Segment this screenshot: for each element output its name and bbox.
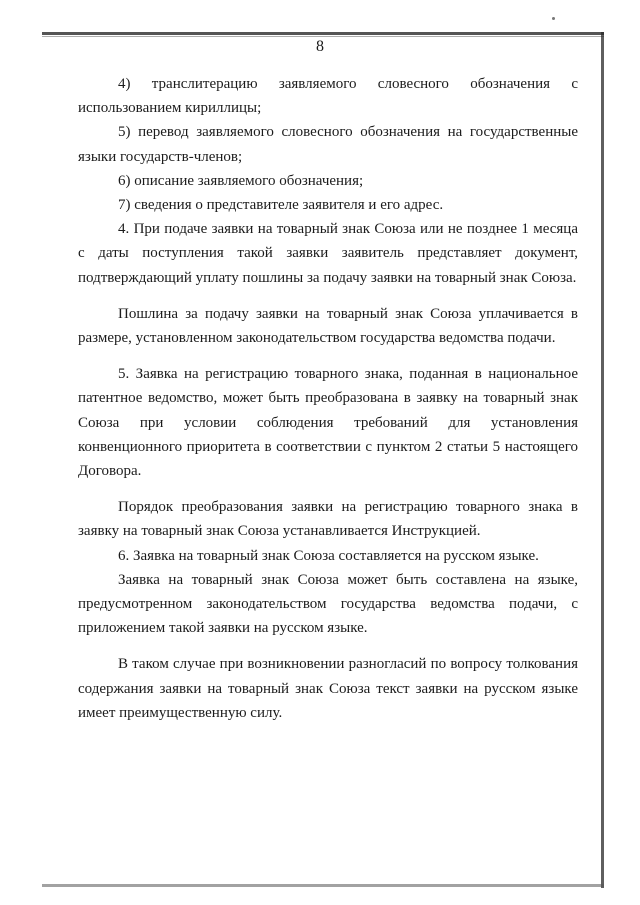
scan-edge-top-inner <box>42 36 604 37</box>
scan-edge-right <box>601 32 604 888</box>
paragraph-fee: Пошлина за подачу заявки на товарный знак Союза уплачивается в размере, установленном законодательством государства ведомства подачи. <box>78 305 578 347</box>
page-number: 8 <box>316 38 324 55</box>
paragraph-item-4: 4) транслитерацию заявляемого словесного обозначения с использованием кириллицы; <box>78 76 578 117</box>
paragraph-language: Заявка на товарный знак Союза может быть составлена на языке, предусмотренном законодательством государства ведомства подачи, с приложением такой заявки на русском языке. <box>78 571 578 637</box>
scan-edge-bottom <box>42 884 604 887</box>
paragraph-clause-4: 4. При подаче заявки на товарный знак Союза или не позднее 1 месяца с даты поступления такой заявки заявитель представляет документ, подтверждающий уплату пошлины за подачу заявки на товарный знак Союза. <box>78 221 578 286</box>
paragraph-item-5: 5) перевод заявляемого словесного обозначения на государственные языки государств-членов; <box>78 124 578 165</box>
scan-speck <box>552 17 555 20</box>
paragraph-item-7: 7) сведения о представителе заявителя и его адрес. <box>118 197 444 214</box>
paragraph-conversion-procedure: Порядок преобразования заявки на регистрацию товарного знака в заявку на товарный знак Союза устанавливается Инструкцией. <box>78 499 578 540</box>
paragraph-item-6: 6) описание заявляемого обозначения; <box>118 172 364 189</box>
paragraph-clause-5: 5. Заявка на регистрацию товарного знака, поданная в национальное патентное ведомство, может быть преобразована в заявку на товарный знак Союза при условии соблюдения требований для установления конвенционного приоритета в соответствии с пунктом 2 статьи 5 настоящего Договора. <box>78 366 578 480</box>
paragraph-clause-6: 6. Заявка на товарный знак Союза составляется на русском языке. <box>118 547 539 564</box>
document-body <box>78 72 578 725</box>
scan-edge-top <box>42 32 604 35</box>
paragraph-disagreement: В таком случае при возникновении разногласий по вопросу толкования содержания заявки на товарный знак Союза текст заявки на русском языке имеет преимущественную силу. <box>78 656 578 721</box>
